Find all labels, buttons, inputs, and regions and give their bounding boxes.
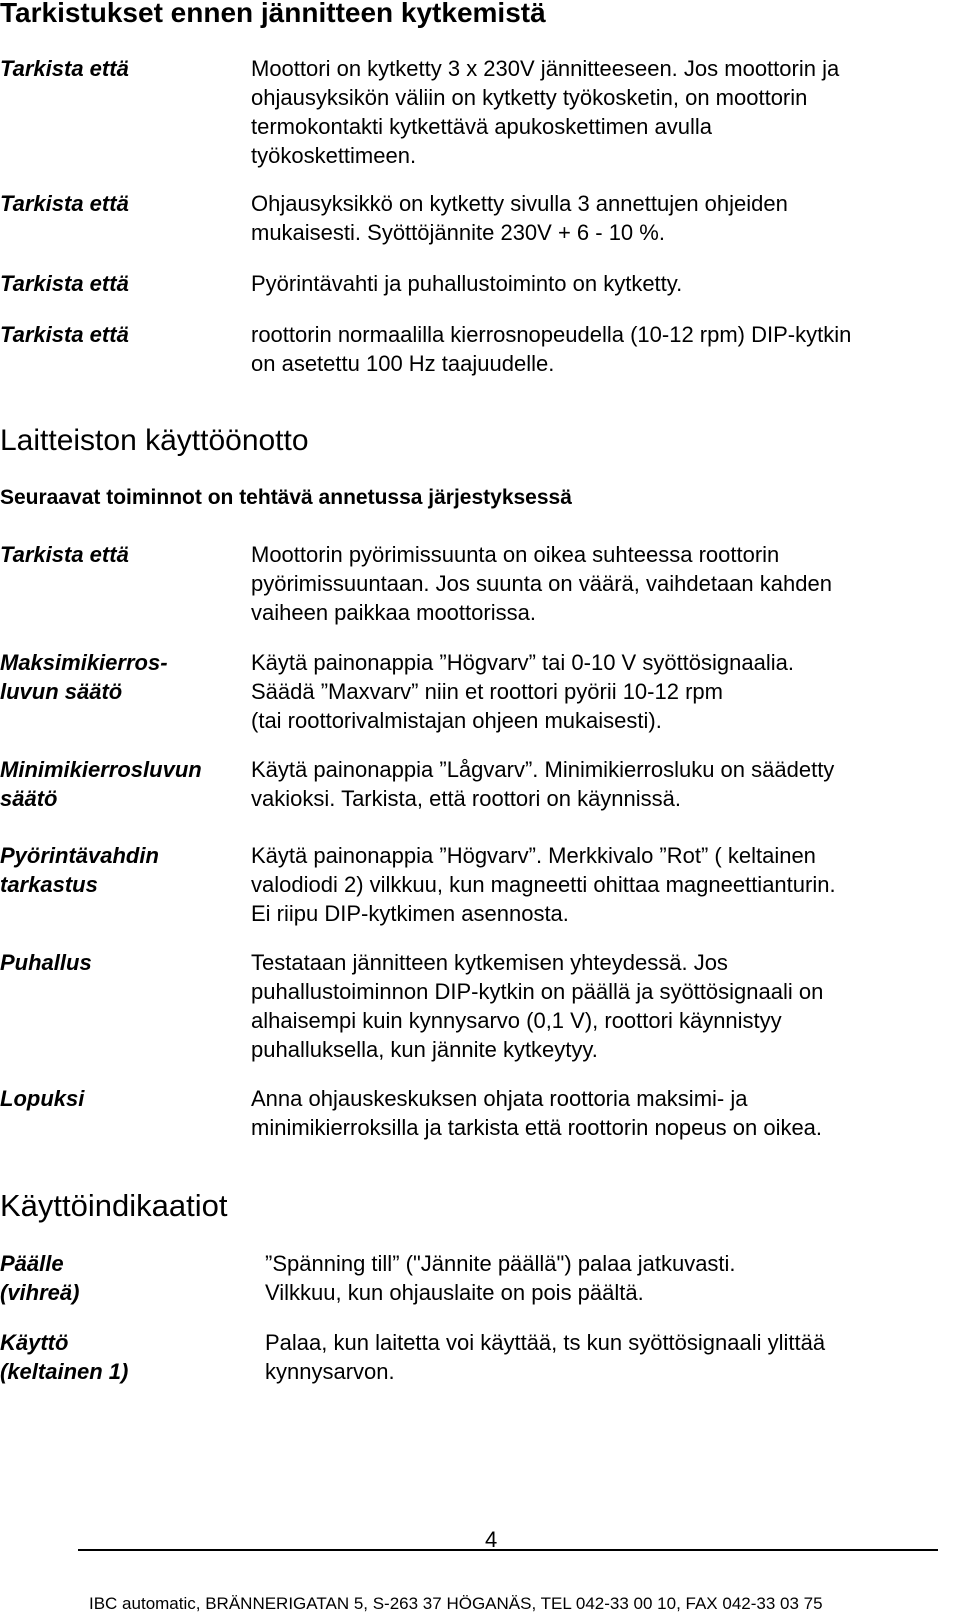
- row-label: Käyttö (keltainen 1): [0, 1330, 129, 1384]
- row-text: roottorin normaalilla kierrosnopeudella (10-12 rpm) DIP-kytkin on asetettu 100 Hz taajuudelle.: [251, 322, 852, 376]
- row-text: Moottorin pyörimissuunta on oikea suhteessa roottorin pyörimissuuntaan. Jos suunta on väärä, vaihdetaan kahden vaiheen paikkaa moottorissa.: [251, 542, 832, 625]
- row-label: Tarkista että: [0, 271, 129, 296]
- row-text: Pyörintävahti ja puhallustoiminto on kytketty.: [251, 271, 683, 296]
- section-title-commissioning: Laitteiston käyttöönotto: [0, 424, 309, 457]
- row-label: Lopuksi: [0, 1086, 85, 1111]
- row-label: Tarkista että: [0, 191, 129, 216]
- row-label: Minimikierrosluvun säätö: [0, 757, 202, 811]
- footer-address: IBC automatic, BRÄNNERIGATAN 5, S-263 37 HÖGANÄS, TEL 042-33 00 10, FAX 042-33 03 75: [89, 1594, 823, 1613]
- row-text: ”Spänning till” ("Jännite päällä") palaa jatkuvasti. Vilkkuu, kun ohjauslaite on pois päältä.: [265, 1251, 736, 1305]
- row-text: Käytä painonappia ”Högvarv”. Merkkivalo ”Rot” ( keltainen valodiodi 2) vilkkuu, kun magneetti ohittaa magneettianturin. Ei riipu DIP-kytkimen asennosta.: [251, 843, 836, 926]
- row-text: Käytä painonappia ”Lågvarv”. Minimikierrosluku on säädetty vakioksi. Tarkista, että roottori on käynnissä.: [251, 757, 835, 811]
- row-label: Tarkista että: [0, 322, 129, 347]
- section-subtitle: Seuraavat toiminnot on tehtävä annetussa järjestyksessä: [0, 486, 572, 509]
- row-text: Käytä painonappia ”Högvarv” tai 0-10 V syöttösignaalia. Säädä ”Maxvarv” niin et roottori pyörii 10-12 rpm (tai roottorivalmistajan ohjeen mukaisesti).: [251, 650, 794, 733]
- row-label: Päälle (vihreä): [0, 1251, 80, 1305]
- row-label: Pyörintävahdin tarkastus: [0, 843, 159, 897]
- row-text: Moottori on kytketty 3 x 230V jännitteeseen. Jos moottorin ja ohjausyksikön väliin on kytketty työkosketin, on moottorin termokontakti kytkettävä apukoskettimen avulla työkoskettimeen.: [251, 56, 840, 168]
- footer-divider: [78, 1549, 938, 1551]
- section-title-pre-checks: Tarkistukset ennen jännitteen kytkemistä: [0, 0, 546, 28]
- row-label: Maksimikierros- luvun säätö: [0, 650, 168, 704]
- row-text: Anna ohjauskeskuksen ohjata roottoria maksimi- ja minimikierroksilla ja tarkista että roottorin nopeus on oikea.: [251, 1086, 823, 1140]
- row-text: Palaa, kun laitetta voi käyttää, ts kun syöttösignaali ylittää kynnysarvon.: [265, 1330, 826, 1384]
- row-label: Tarkista että: [0, 56, 129, 81]
- row-label: Puhallus: [0, 950, 92, 975]
- row-text: Ohjausyksikkö on kytketty sivulla 3 annettujen ohjeiden mukaisesti. Syöttöjännite 230V + 6 - 10 %.: [251, 191, 788, 245]
- row-text: Testataan jännitteen kytkemisen yhteydessä. Jos puhallustoiminnon DIP-kytkin on päällä ja syöttösignaali on alhaisempi kuin kynnysarvo (0,1 V), roottori käynnistyy puhalluksella, kun jännite kytkeytyy.: [251, 950, 824, 1062]
- row-label: Tarkista että: [0, 542, 129, 567]
- page-number: 4: [485, 1527, 498, 1552]
- section-title-indications: Käyttöindikaatiot: [0, 1188, 228, 1223]
